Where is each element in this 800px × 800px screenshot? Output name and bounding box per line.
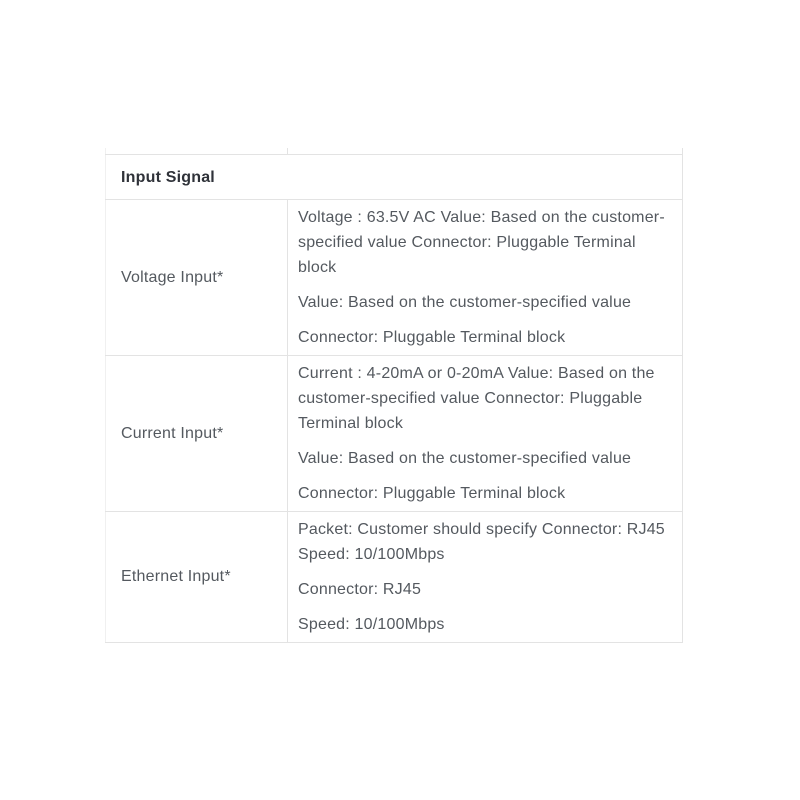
- section-header-label: Input Signal: [106, 154, 683, 199]
- spec-row-value: [288, 199, 683, 355]
- spec-table: [105, 148, 683, 643]
- spec-row-label: Ethernet Input*: [106, 511, 288, 642]
- spec-row-label: Voltage Input*: [106, 199, 288, 355]
- spec-paragraph: Speed: 10/100Mbps: [298, 615, 445, 633]
- spec-paragraph: Connector: RJ45: [298, 580, 422, 598]
- spec-row-voltage: [106, 199, 683, 355]
- spec-paragraph: Connector: Pluggable Terminal block: [298, 484, 566, 502]
- spec-row-ethernet: [106, 511, 683, 642]
- spec-row-value: [288, 511, 683, 642]
- spec-paragraph: Current : 4-20mA or 0-20mA Value: Based on the customer-specified value Connector: Pluggable Terminal block: [298, 364, 655, 432]
- spec-row-label: Current Input*: [106, 355, 288, 511]
- spec-paragraph: Value: Based on the customer-specified value: [298, 293, 632, 311]
- spec-paragraph: Packet: Customer should specify Connector: RJ45 Speed: 10/100Mbps: [298, 520, 665, 563]
- spec-paragraph: Voltage : 63.5V AC Value: Based on the customer-specified value Connector: Pluggable Terminal block: [298, 208, 665, 276]
- spec-paragraph: Connector: Pluggable Terminal block: [298, 328, 566, 346]
- spec-row-current: [106, 355, 683, 511]
- section-header-row: [106, 154, 683, 199]
- spec-row-value: [288, 355, 683, 511]
- spec-paragraph: Value: Based on the customer-specified value: [298, 449, 632, 467]
